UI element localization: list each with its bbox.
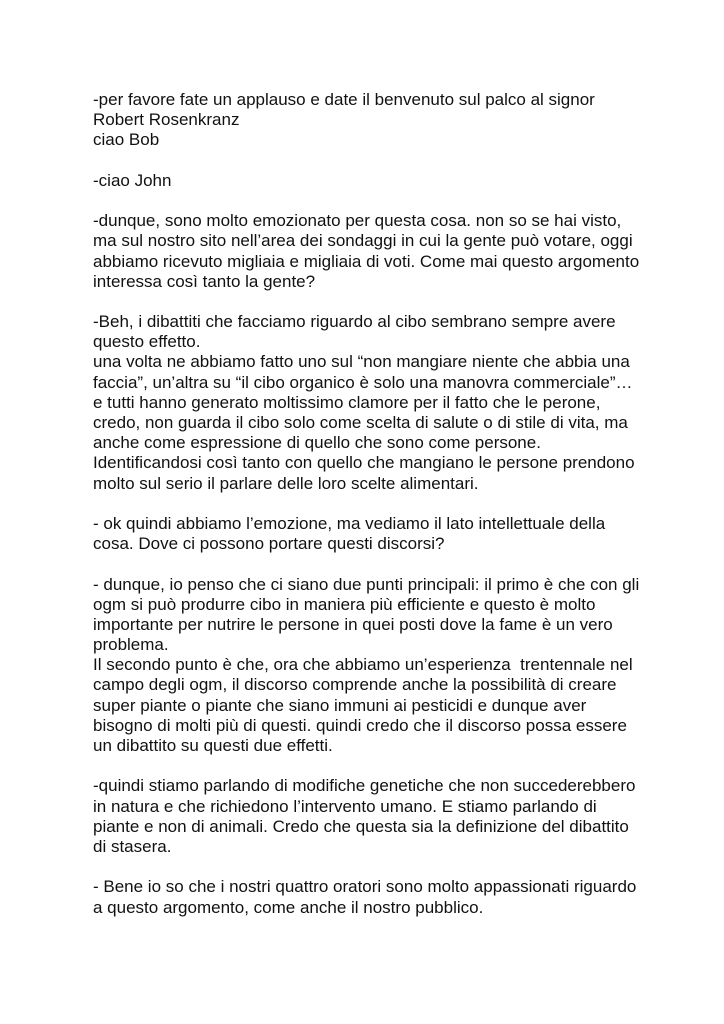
- text-line: molto sul serio il parlare delle loro scelte alimentari.: [93, 473, 479, 493]
- text-line: super piante o piante che siano immuni ai pesticidi e dunque aver: [93, 695, 587, 715]
- text-line: piante e non di animali. Credo che questa sia la definizione del dibattito: [93, 816, 629, 836]
- text-line: -dunque, sono molto emozionato per questa cosa. non so se hai visto,: [93, 211, 622, 231]
- text-line: a questo argomento, come anche il nostro pubblico.: [93, 897, 484, 917]
- text-line: Identificandosi così tanto con quello che mangiano le persone prendono: [93, 453, 635, 473]
- text-line: interessa così tanto la gente?: [93, 271, 316, 291]
- document-body: [93, 90, 693, 918]
- blank-line: [93, 151, 693, 171]
- text-line: ciao Bob: [93, 130, 160, 150]
- text-line: cosa. Dove ci possono portare questi discorsi?: [93, 534, 445, 554]
- text-line: abbiamo ricevuto migliaia e migliaia di voti. Come mai questo argomento: [93, 251, 640, 271]
- text-line: - Bene io so che i nostri quattro oratori sono molto appassionati riguardo: [93, 877, 637, 897]
- text-line: bisogno di molti più di questi. quindi credo che il discorso possa essere: [93, 715, 627, 735]
- text-line: una volta ne abbiamo fatto uno sul “non mangiare niente che abbia una: [93, 352, 630, 372]
- blank-line: [93, 191, 693, 211]
- text-line: -Beh, i dibattiti che facciamo riguardo al cibo sembrano sempre avere: [93, 312, 616, 332]
- text-line: - dunque, io penso che ci siano due punti principali: il primo è che con gli: [93, 574, 640, 594]
- blank-line: [93, 756, 693, 776]
- text-line: -ciao John: [93, 170, 172, 190]
- blank-line: [93, 292, 693, 312]
- blank-line: [93, 494, 693, 514]
- text-line: questo effetto.: [93, 332, 201, 352]
- text-line: un dibattito su questi due effetti.: [93, 736, 333, 755]
- text-line: ma sul nostro sito nell’area dei sondaggi in cui la gente può votare, oggi: [93, 231, 633, 251]
- text-line: credo, non guarda il cibo solo come scelta di salute o di stile di vita, ma: [93, 413, 628, 432]
- blank-line: [93, 857, 693, 877]
- text-line: Il secondo punto è che, ora che abbiamo un’esperienza trentennale nel: [93, 655, 633, 675]
- text-line: campo degli ogm, il discorso comprende anche la possibilità di creare: [93, 675, 617, 695]
- text-line: importante per nutrire le persone in quei posti dove la fame è un vero: [93, 614, 613, 634]
- text-line: - ok quindi abbiamo l’emozione, ma vediamo il lato intellettuale della: [93, 513, 606, 533]
- text-line: anche come espressione di quello che sono come persone.: [93, 433, 541, 453]
- text-line: faccia”, un’altra su “il cibo organico è solo una manovra commerciale”…: [93, 372, 633, 392]
- text-line: ogm si può produrre cibo in maniera più efficiente e questo è molto: [93, 594, 596, 614]
- text-line: -quindi stiamo parlando di modifiche genetiche che non succederebbero: [93, 776, 636, 796]
- text-line: -per favore fate un applauso e date il benvenuto sul palco al signor: [93, 90, 595, 109]
- text-line: e tutti hanno generato moltissimo clamore per il fatto che le perone,: [93, 392, 601, 412]
- text-line: in natura e che richiedono l’intervento umano. E stiamo parlando di: [93, 796, 597, 816]
- blank-line: [93, 554, 693, 574]
- text-line: Robert Rosenkranz: [93, 110, 240, 130]
- text-line: problema.: [93, 635, 169, 655]
- text-line: di stasera.: [93, 836, 172, 856]
